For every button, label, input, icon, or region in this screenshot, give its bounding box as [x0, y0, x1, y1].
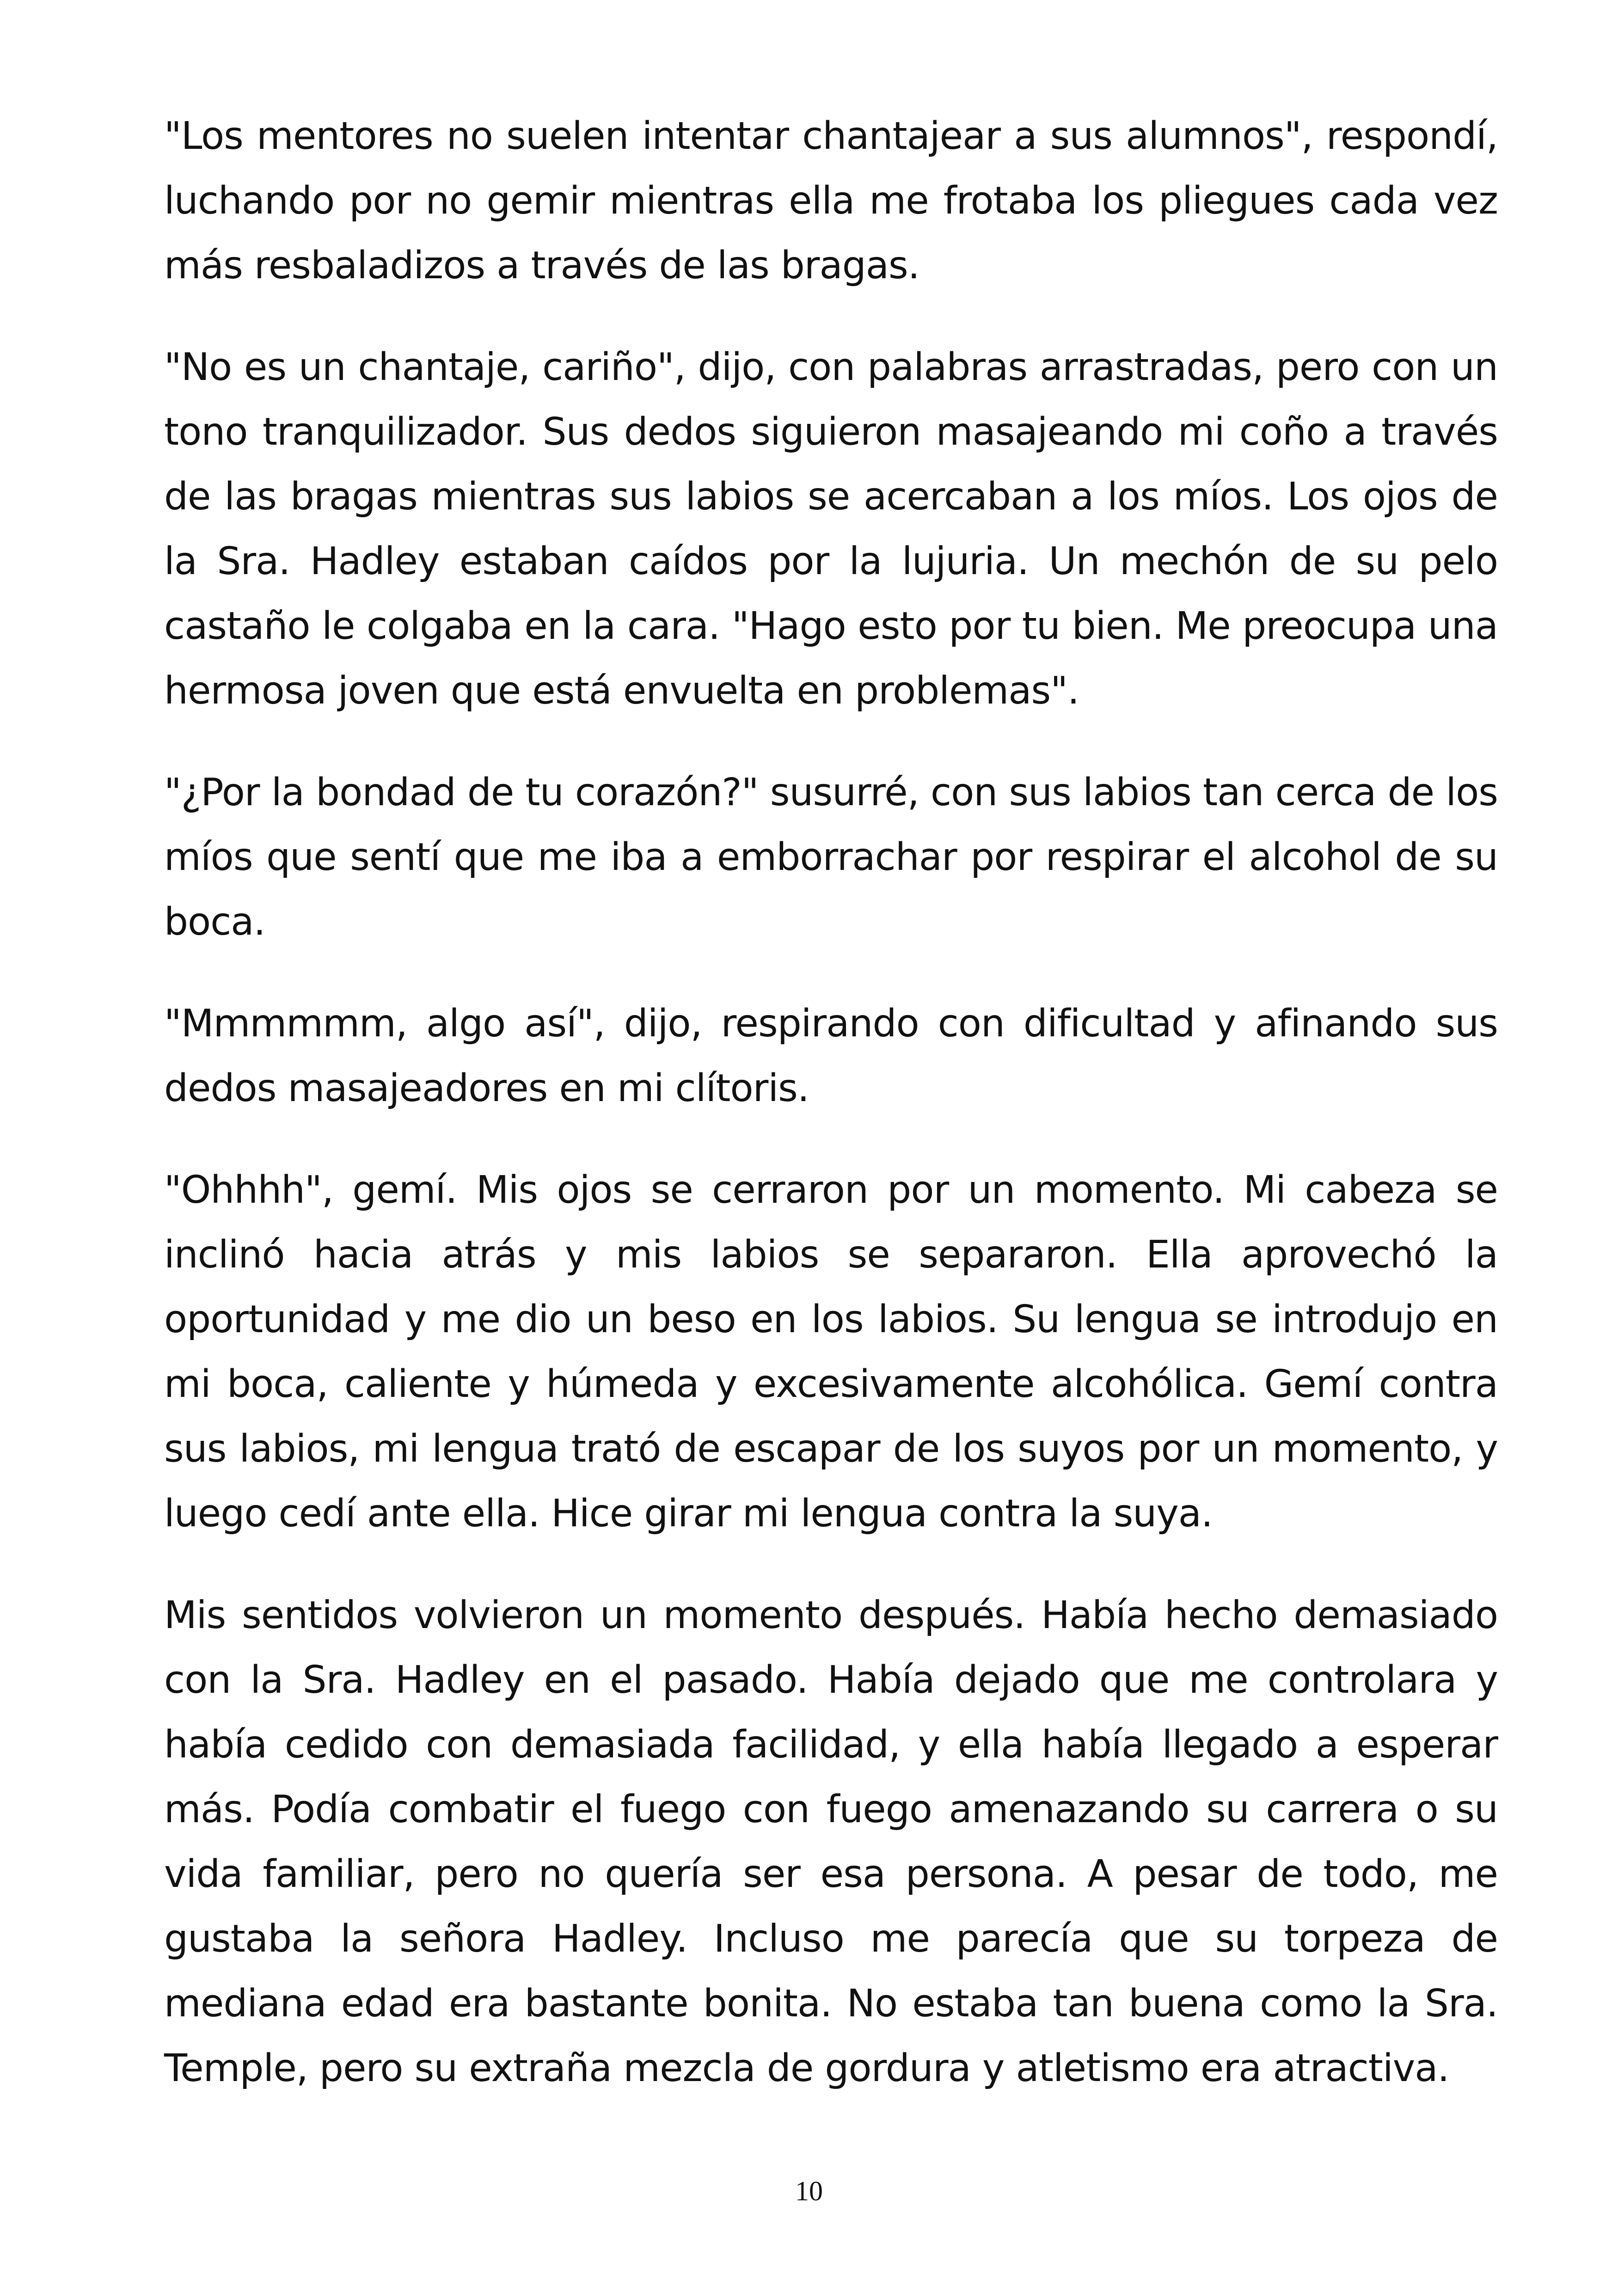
- paragraph-5: "Ohhhh", gemí. Mis ojos se cerraron por un momento. Mi cabeza se inclinó hacia atrás y mis labios se separaron. Ella aprovechó la oportunidad y me dio un beso en los labios. Su lengua se introdujo en mi boca, caliente y húmeda y excesivamente alcohólica. Gemí contra sus labios, mi lengua trató de escapar de los suyos por un momento, y luego cedí ante ella. Hice girar mi lengua contra la suya.: [164, 1168, 1498, 1536]
- paragraph-3: "¿Por la bondad de tu corazón?" susurré, con sus labios tan cerca de los míos que sentí que me iba a emborrachar por respirar el alcohol de su boca.: [164, 771, 1498, 944]
- paragraph-2: "No es un chantaje, cariño", dijo, con palabras arrastradas, pero con un tono tranquilizador. Sus dedos siguieron masajeando mi coño a través de las bragas mientras sus labios se acercaban a los míos. Los ojos de la Sra. Hadley estaban caídos por la lujuria. Un mechón de su pelo castaño le colgaba en la cara. "Hago esto por tu bien. Me preocupa una hermosa joven que está envuelta en problemas".: [164, 345, 1498, 713]
- body-text: [164, 104, 1498, 2138]
- paragraph-1: "Los mentores no suelen intentar chantajear a sus alumnos", respondí, luchando por no gemir mientras ella me frotaba los pliegues cada vez más resbaladizos a través de las bragas.: [164, 114, 1498, 288]
- paragraph-6: Mis sentidos volvieron un momento después. Había hecho demasiado con la Sra. Hadley en el pasado. Había dejado que me controlara y había cedido con demasiada facilidad, y ella había llegado a esperar más. Podía combatir el fuego con fuego amenazando su carrera o su vida familiar, pero no quería ser esa persona. A pesar de todo, me gustaba la señora Hadley. Incluso me parecía que su torpeza de mediana edad era bastante bonita. No estaba tan buena como la Sra. Temple, pero su extraña mezcla de gordura y atletismo era atractiva.: [164, 1593, 1498, 2090]
- paragraph-4: "Mmmmmm, algo así", dijo, respirando con dificultad y afinando sus dedos masajeadores en mi clítoris.: [164, 1002, 1498, 1110]
- page-number: 10: [795, 2176, 823, 2206]
